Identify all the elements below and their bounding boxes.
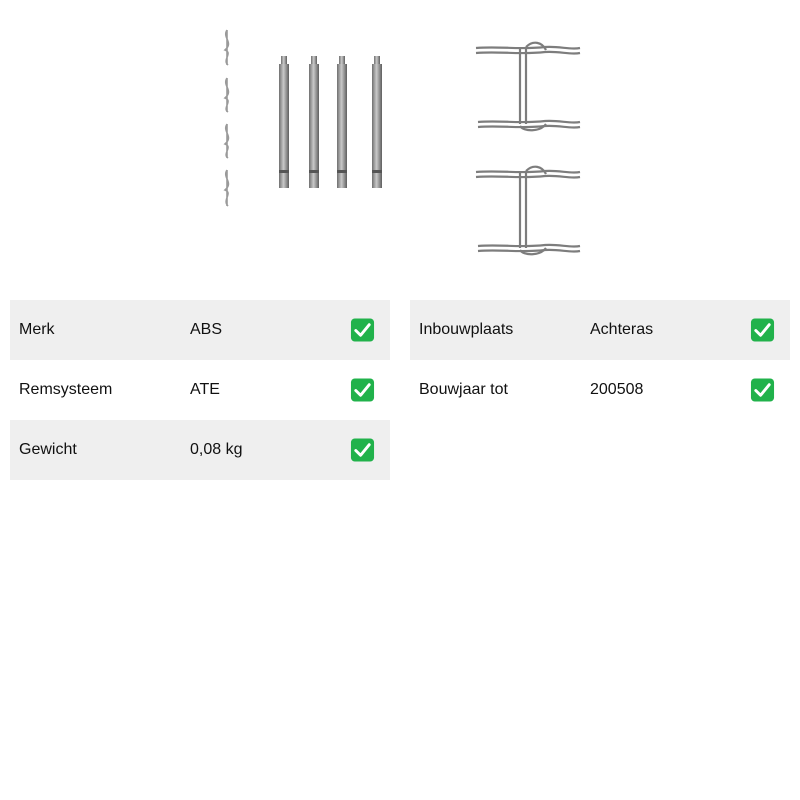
spec-label: Merk [19, 321, 55, 338]
check-icon [750, 378, 775, 403]
r-clip-group [225, 30, 228, 206]
spring-group [476, 43, 580, 255]
spring [476, 43, 580, 131]
spec-row-merk [10, 300, 390, 360]
spec-row-inbouwplaats [410, 300, 790, 360]
spec-value: Achteras [590, 321, 654, 338]
spec-row-gewicht [10, 420, 390, 480]
spec-label: Bouwjaar tot [419, 381, 508, 398]
guide-pin-group [279, 56, 382, 188]
spec-label: Gewicht [19, 441, 77, 458]
check-icon [350, 438, 375, 463]
spec-value: ABS [190, 321, 223, 338]
check-icon [750, 318, 775, 343]
guide-pin [337, 56, 347, 188]
spec-row-bouwjaar-tot [410, 360, 790, 420]
r-clip [225, 78, 228, 112]
r-clip [225, 30, 228, 65]
r-clip [225, 124, 228, 158]
guide-pin [372, 56, 382, 188]
guide-pin [279, 56, 289, 188]
guide-pin [309, 56, 319, 188]
spec-label: Remsysteem [19, 381, 113, 398]
spec-value: 0,08 kg [190, 441, 243, 458]
spec-value: 200508 [590, 381, 644, 398]
check-icon [350, 318, 375, 343]
product-image [200, 20, 600, 270]
spec-value: ATE [190, 381, 220, 398]
r-clip [225, 170, 228, 206]
check-icon [350, 378, 375, 403]
spec-table-left [10, 300, 390, 480]
spec-row-remsysteem [10, 360, 390, 420]
spec-label: Inbouwplaats [419, 321, 514, 338]
spring [476, 167, 580, 255]
spec-table-right [410, 300, 790, 420]
